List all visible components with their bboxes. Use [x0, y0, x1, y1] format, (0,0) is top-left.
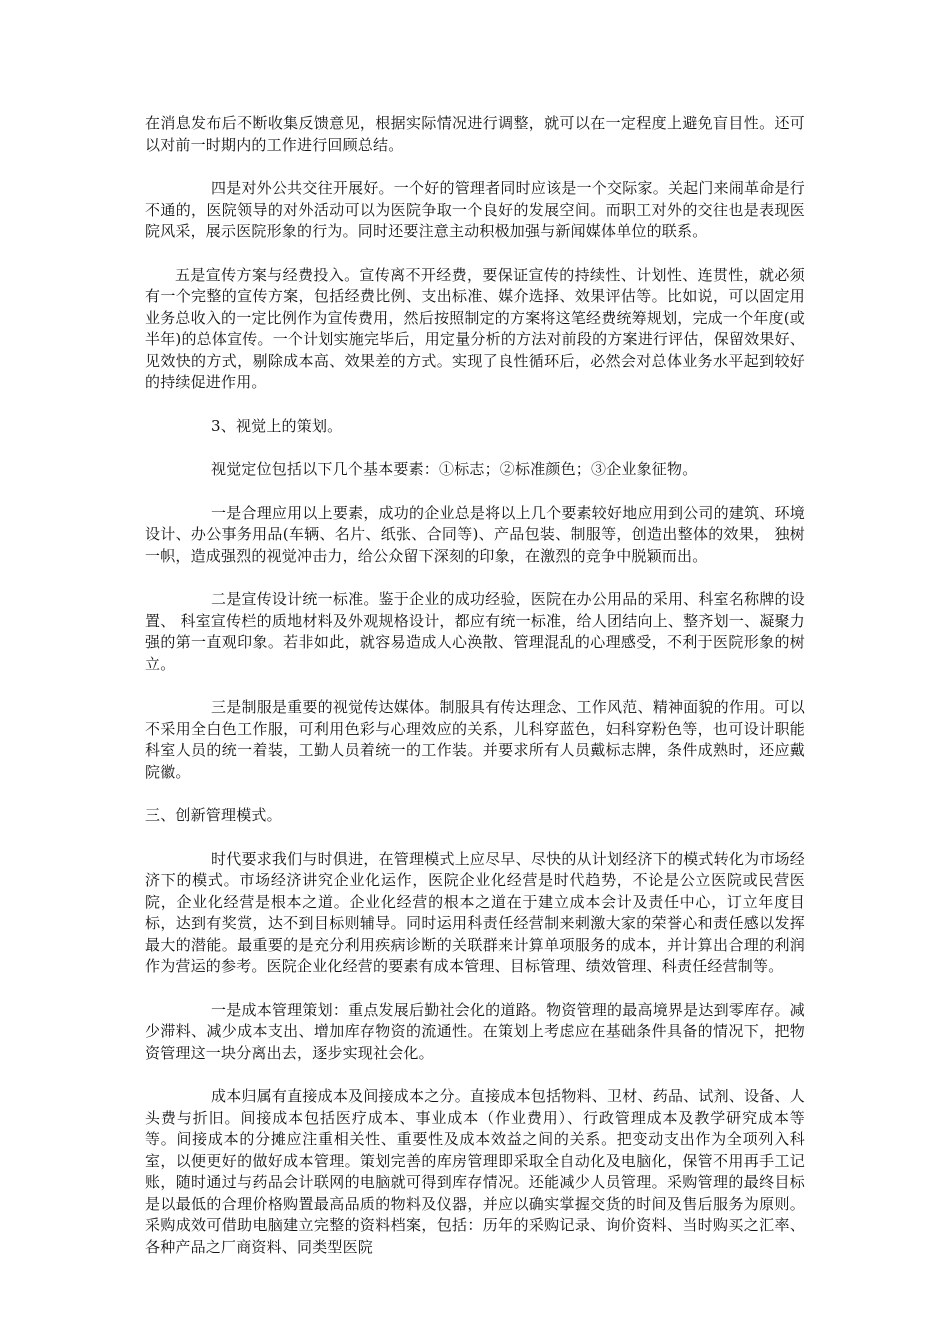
document-body: [145, 113, 805, 1258]
paragraph-public-relations: 四是对外公共交往开展好。一个好的管理者同时应该是一个交际家。关起门来闹革命是行不通的，医院领导的对外活动可以为医院争取一个良好的发展空间。而职工对外的交往也是表现医院风采，展示医院形象的行为。同时还要注意主动积极加强与新闻媒体单位的联系。: [145, 179, 805, 240]
paragraph-intro: 在消息发布后不断收集反馈意见，根据实际情况进行调整，就可以在一定程度上避免盲目性。还可以对前一时期内的工作进行回顾总结。: [145, 114, 805, 154]
section-heading-management-mode: 三、创新管理模式。: [145, 806, 282, 824]
paragraph-unified-standards: 二是宣传设计统一标准。鉴于企业的成功经验，医院在办公用品的采用、科室名称牌的设置、 科室宣传栏的质地材料及外观规格设计，都应有统一标准，给人团结向上、整齐划一、凝聚力强的第一直观印象。若非如此，就容易造成人心涣散、管理混乱的心理感受，不利于医院形象的树立。: [145, 590, 805, 673]
section-heading-visual-planning: 3、视觉上的策划。: [211, 416, 343, 435]
paragraph-market-economy: 时代要求我们与时俱进，在管理模式上应尽早、尽快的从计划经济下的模式转化为市场经济下的模式。市场经济讲究企业化运作，医院企业化经营是时代趋势，不论是公立医院或民营医院，企业化经营是根本之道。企业化经营的根本之道在于建立成本会计及责任中心，订立年度目标，达到有奖赏，达不到目标则辅导。同时运用科责任经营制来刺激大家的荣誉心和责任感以发挥最大的潜能。最重要的是充分利用疾病诊断的关联群来计算单项服务的成本，并计算出合理的利润作为营运的参考。医院企业化经营的要素有成本管理、目标管理、绩效管理、科责任经营制等。: [145, 849, 805, 975]
paragraph-cost-attribution: 成本归属有直接成本及间接成本之分。直接成本包括物料、卫材、药品、试剂、设备、人头费与折旧。间接成本包括医疗成本、事业成本（作业费用）、行政管理成本及教学研究成本等等。间接成本的分摊应注重相关性、重要性及成本效益之间的关系。把变动支出作为全项列入科室，以便更好的做好成本管理。策划完善的库房管理即采取全自动化及电脑化，保管不用再手工记账，随时通过与药品会计联网的电脑就可得到库存情况。还能减少人员管理。采购管理的最终目标是以最低的合理价格购置最高品质的物料及仪器，并应以确实掌握交货的时间及售后服务为原则。采购成效可借助电脑建立完整的资料档案，包括：历年的采购记录、询价资料、当时购买之汇率、各种产品之厂商资料、同类型医院: [145, 1087, 805, 1256]
paragraph-cost-management: 一是成本管理策划：重点发展后勤社会化的道路。物资管理的最高境界是达到零库存。减少滞料、减少成本支出、增加库存物资的流通性。在策划上考虑应在基础条件具备的情况下，把物资管理这一块分离出去，逐步实现社会化。: [145, 1000, 805, 1062]
paragraph-publicity-budget: 五是宣传方案与经费投入。宣传离不开经费，要保证宣传的持续性、计划性、连贯性，就必须有一个完整的宣传方案，包括经费比例、支出标准、媒介选择、效果评估等。比如说，可以固定用业务总收入的一定比例作为宣传费用，然后按照制定的方案将这笔经费统筹规划，完成一个年度(或半年)的总体宣传。一个计划实施完毕后，用定量分析的方法对前段的方案进行评估，保留效果好、见效快的方式，剔除成本高、效果差的方式。实现了良性循环后，必然会对总体业务水平起到较好的持续促进作用。: [145, 265, 805, 391]
paragraph-visual-elements: 视觉定位包括以下几个基本要素：①标志；②标准颜色；③企业象征物。: [211, 460, 698, 478]
paragraph-uniforms: 三是制服是重要的视觉传达媒体。制服具有传达理念、工作风范、精神面貌的作用。可以不采用全白色工作服，可利用色彩与心理效应的关系，儿科穿蓝色，妇科穿粉色等，也可设计职能科室人员的统一着装，工勤人员着统一的工作装。并要求所有人员戴标志牌，条件成熟时，还应戴院徽。: [145, 698, 805, 781]
paragraph-apply-elements: 一是合理应用以上要素，成功的企业总是将以上几个要素较好地应用到公司的建筑、环境设计、办公事务用品(车辆、名片、纸张、合同等)、产品包装、制服等，创造出整体的效果， 独树一帜，造成强烈的视觉冲击力，给公众留下深刻的印象，在激烈的竞争中脱颖而出。: [145, 503, 805, 565]
